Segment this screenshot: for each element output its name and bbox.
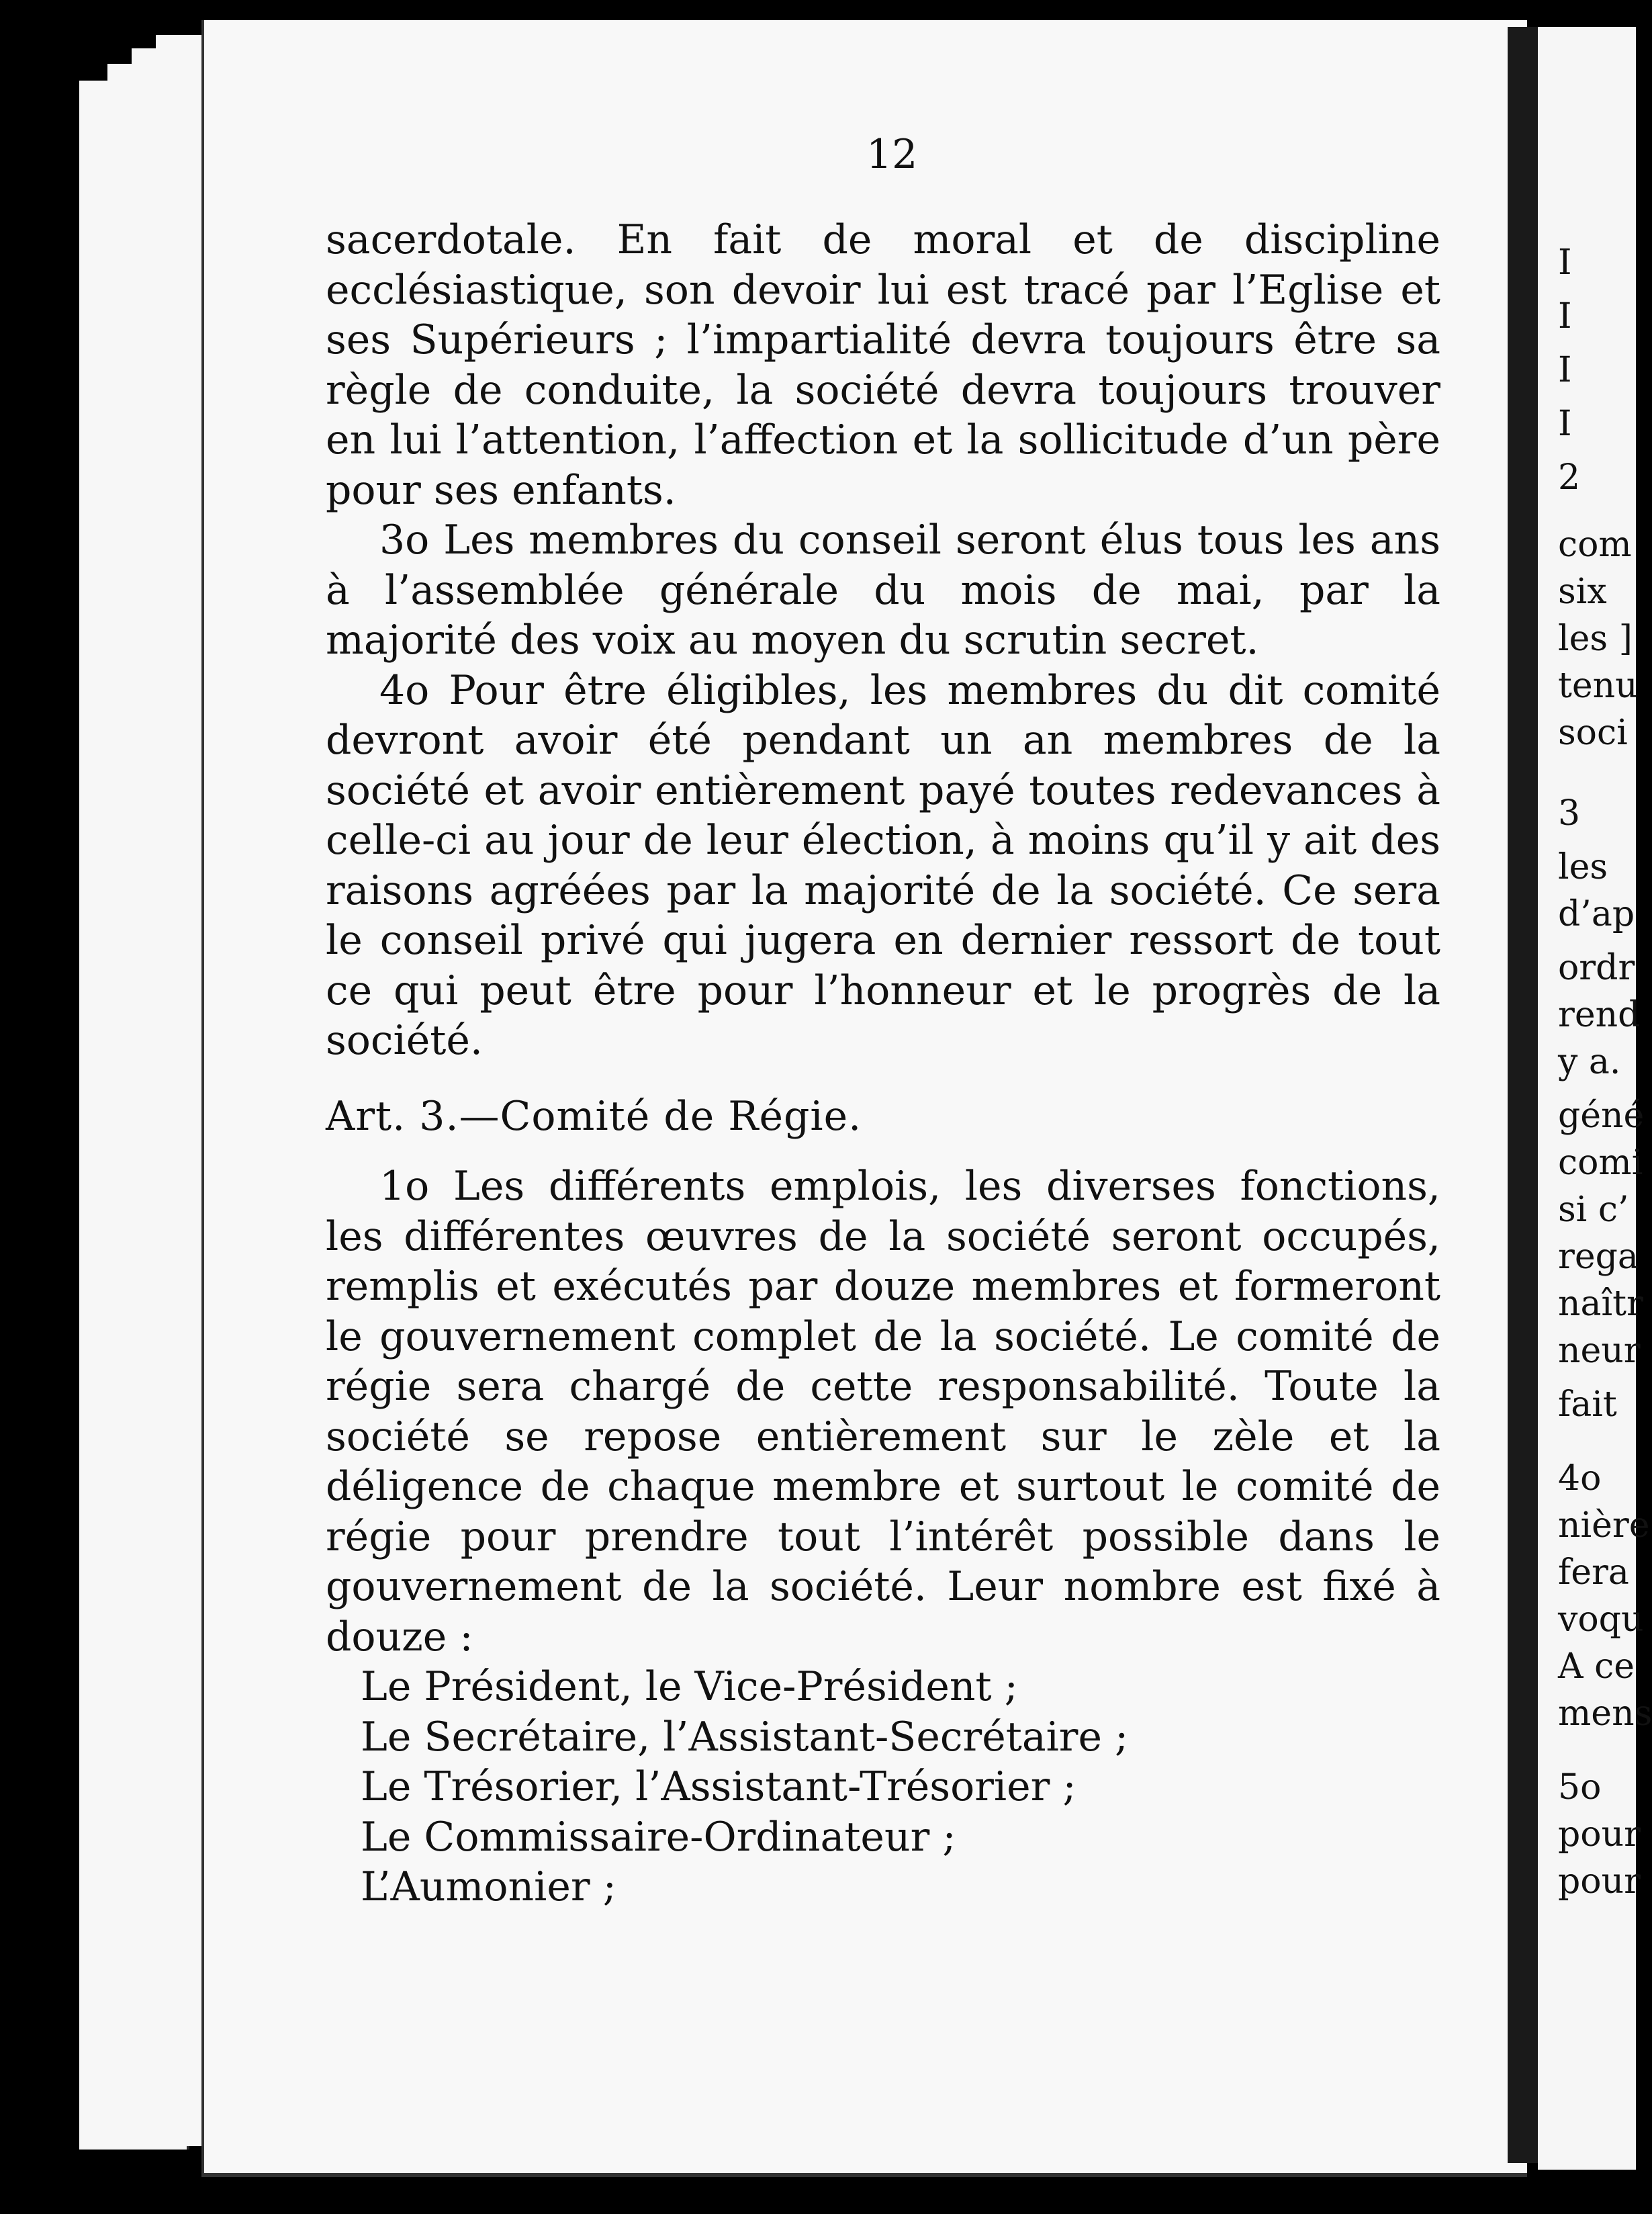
article-heading: Art. 3.—Comité de Régie. [326,1092,862,1140]
facing-page-fragment: 2 [1558,457,1581,498]
facing-page-fragment: I [1558,296,1572,337]
facing-page-fragment: I [1558,242,1572,283]
facing-page-fragment: I [1558,350,1572,390]
facing-page-fragment: géné [1558,1096,1645,1136]
facing-page-fragment: tenu [1558,666,1638,706]
facing-page-fragment: voqu [1558,1599,1644,1640]
page-number: 12 [866,131,918,178]
list-item: L’Aumonier ; [361,1863,616,1910]
facing-page-fragment: A ce [1558,1646,1635,1687]
facing-page-fragment: pour [1558,1861,1641,1902]
facing-page [1538,27,1652,2170]
facing-page-fragment: rend [1558,995,1641,1035]
list-item: Le Commissaire-Ordinateur ; [361,1813,956,1861]
facing-page-fragment: 4o [1558,1458,1602,1499]
paragraph: 3o Les membres du conseil seront élus tous les ans à l’assemblée générale du mois de mai, par la majorité des voix au moyen du scrutin secret. [326,517,1440,664]
facing-page-fragment: fait [1558,1384,1617,1425]
facing-page-fragment: six [1558,572,1607,612]
facing-page-fragment: nière [1558,1505,1650,1546]
facing-page-fragment: 5o [1558,1767,1602,1808]
page-text [326,215,1440,1912]
paragraph: 4o Pour être éligibles, les membres du dit comité devront avoir été pendant un an membres de la société et avoir entièrement payé toutes redevances à celle-ci au jour de leur élection, à moins qu’il y ait des raisons agréées par la majorité de la société. Ce sera le conseil privé qui jugera en dernier ressort de tout ce qui peut être pour l’honneur et le progrès de la société. [326,666,1440,1064]
facing-page-fragment: comi [1558,1143,1643,1183]
facing-page-fragment: soci [1558,713,1628,753]
facing-page-fragment: naîtr [1558,1284,1643,1324]
facing-page-fragment: com [1558,525,1632,565]
facing-page-fragment: si c’ [1558,1190,1629,1230]
facing-page-fragment: mens [1558,1693,1652,1734]
list-item: Le Trésorier, l’Assistant-Trésorier ; [361,1763,1076,1810]
facing-page-fragment: y a. [1558,1042,1621,1082]
facing-page-fragment: rega [1558,1237,1639,1277]
facing-page-fragment: I [1558,404,1572,444]
facing-page-fragment: fera [1558,1552,1629,1593]
facing-page-fragment: 3 [1558,793,1581,834]
facing-page-fragment: d’ap [1558,894,1635,934]
list-item: Le Secrétaire, l’Assistant-Secrétaire ; [361,1713,1129,1761]
facing-page-fragment: neur [1558,1331,1641,1371]
paragraph: sacerdotale. En fait de moral et de discipline ecclésiastique, son devoir lui est tracé par l’Eglise et ses Supérieurs ; l’impartialité devra toujours être sa règle de conduite, la société devra toujours trouver en lui l’attention, l’affection et la sollicitude d’un père pour ses enfants. [326,216,1440,514]
facing-page-fragment: les [1558,847,1608,887]
paragraph: 1o Les différents emplois, les diverses fonctions, les différentes œuvres de la société seront occupés, remplis et exécutés par douze membres et formeront le gouvernement complet de la société. Le comité de régie sera chargé de cette responsabilité. Toute la société se repose entièrement sur le zèle et la déligence de chaque membre et surtout le comité de régie pour prendre tout l’intérêt possible dans le gouvernement de la société. Leur nombre est fixé à douze : [326,1163,1440,1660]
facing-page-fragment: les ] [1558,619,1633,659]
list-item: Le Président, le Vice-Président ; [361,1663,1018,1710]
facing-page-fragment: pour [1558,1814,1641,1855]
facing-page-fragment: ordr [1558,948,1635,988]
